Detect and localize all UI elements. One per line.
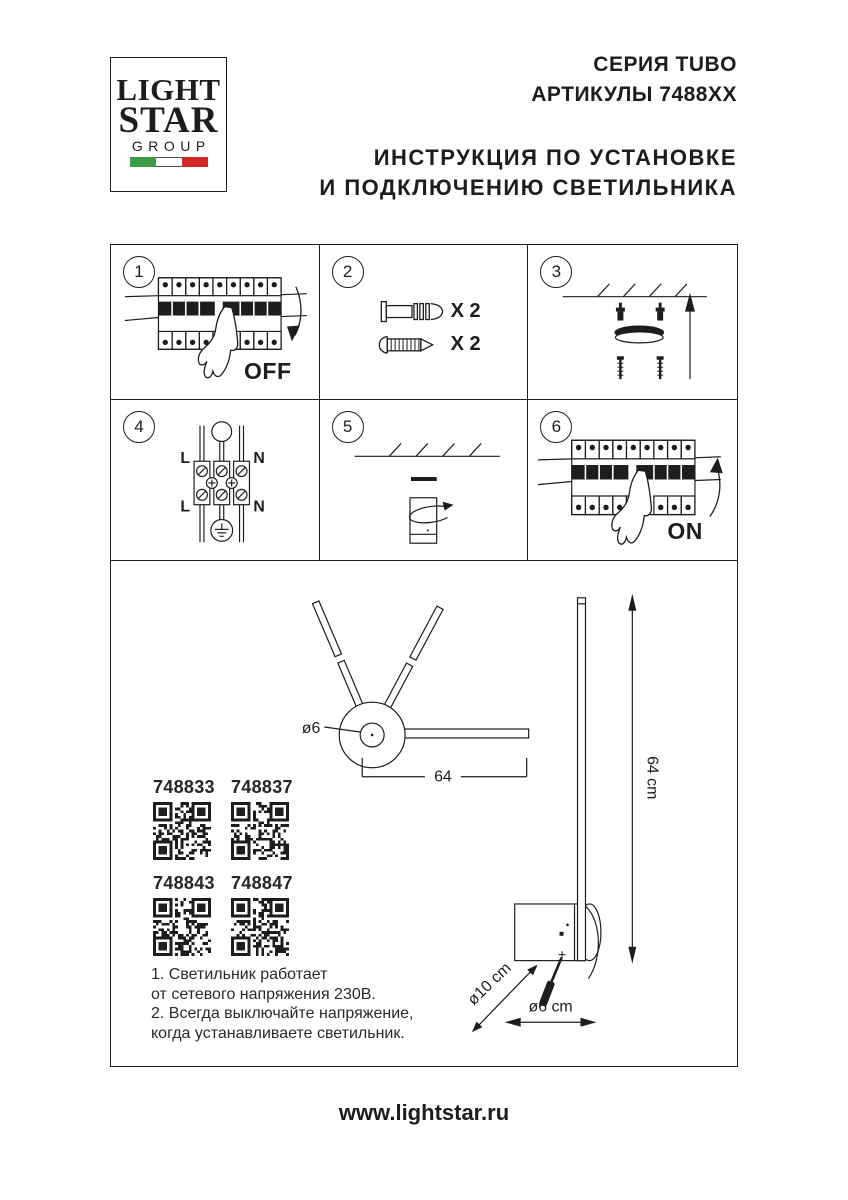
step-panel-1 [111, 245, 320, 400]
screw-icon [617, 356, 664, 379]
note-line: когда устанавливаете светильник. [151, 1024, 405, 1042]
series-title: СЕРИЯ TUBO [593, 53, 737, 76]
screw-qty-label: X 2 [450, 333, 481, 355]
step-number-4: 4 [123, 411, 155, 443]
lightstar-logo [110, 57, 227, 192]
instruction-title-line2: И ПОДКЛЮЧЕНИЮ СВЕТИЛЬНИКА [319, 175, 737, 200]
terminal-label-n-bottom: N [253, 498, 265, 516]
base-diameter-label: ø10 cm [464, 959, 515, 1009]
italian-flag-stripe [130, 157, 208, 167]
website-url: www.lightstar.ru [338, 1100, 510, 1125]
mount-diameter-label: ø6 [301, 719, 321, 737]
step-panel-3 [528, 245, 737, 400]
tube-front-view [578, 598, 586, 961]
product-748847 [231, 873, 293, 956]
installation-steps-grid [110, 244, 738, 561]
mount-bracket [411, 477, 437, 481]
step-number-6: 6 [540, 411, 572, 443]
logo-word-star: STAR [118, 100, 219, 141]
note-line: от сетевого напряжения 230В. [151, 985, 376, 1003]
lamp-dimensions-panel [110, 560, 738, 1067]
product-748843 [153, 873, 215, 956]
article-number: 748847 [231, 873, 293, 893]
step-number-3: 3 [540, 256, 572, 288]
dowel-icon [616, 303, 665, 321]
breaker-on-label: ON [667, 518, 703, 544]
step-number-1: 1 [123, 256, 155, 288]
step-panel-6 [528, 400, 737, 560]
flag-green-segment [130, 157, 156, 167]
breaker-off-label: OFF [244, 358, 292, 384]
qr-code [153, 898, 211, 956]
tube-diameter-label: ø6 cm [528, 998, 573, 1016]
header-title-block [319, 50, 737, 203]
article-number: 748843 [153, 873, 215, 893]
logo-word-light: LIGHT [116, 72, 221, 107]
note-line: 2. Всегда выключайте напряжение, [151, 1005, 414, 1022]
dowel-qty-label: X 2 [450, 300, 481, 322]
instruction-title-line1: ИНСТРУКЦИЯ ПО УСТАНОВКЕ [373, 145, 737, 170]
safety-notes [151, 965, 413, 1043]
flag-white-segment [156, 157, 182, 167]
step-panel-4 [111, 400, 320, 560]
terminal-label-l-top: L [180, 450, 191, 468]
tube-diameter-dimension [505, 1018, 597, 1027]
lamp-base-body [410, 498, 437, 543]
flag-red-segment [182, 157, 208, 167]
product-748833 [153, 777, 215, 860]
step-panel-5 [320, 400, 529, 560]
length-dimension-label: 64 [434, 768, 452, 786]
article-number: 748837 [231, 777, 293, 797]
tube-swivel-right [379, 606, 443, 717]
step-number-5: 5 [332, 411, 364, 443]
qr-code [231, 802, 289, 860]
product-748837 [231, 777, 293, 860]
step-number-2: 2 [332, 256, 364, 288]
dowel-icon [381, 302, 442, 322]
height-dimension-label: 64 cm [643, 756, 661, 800]
logo-word-group: GROUP [131, 138, 211, 154]
note-line: 1. Светильник работает [151, 966, 328, 983]
terminal-label-n-top: N [253, 450, 265, 468]
height-dimension [628, 594, 636, 964]
product-qr-grid [153, 777, 293, 956]
tube-swivel-left [312, 601, 366, 716]
qr-code [231, 898, 289, 956]
article-number: 748833 [153, 777, 215, 797]
screw-icon [379, 336, 432, 353]
instruction-title [319, 143, 737, 203]
ground-symbol-icon [211, 520, 233, 542]
step-panel-2 [320, 245, 529, 400]
articles-title: АРТИКУЛЫ 7488XX [531, 83, 737, 106]
qr-code [153, 802, 211, 860]
terminal-label-l-bottom: L [180, 498, 191, 516]
